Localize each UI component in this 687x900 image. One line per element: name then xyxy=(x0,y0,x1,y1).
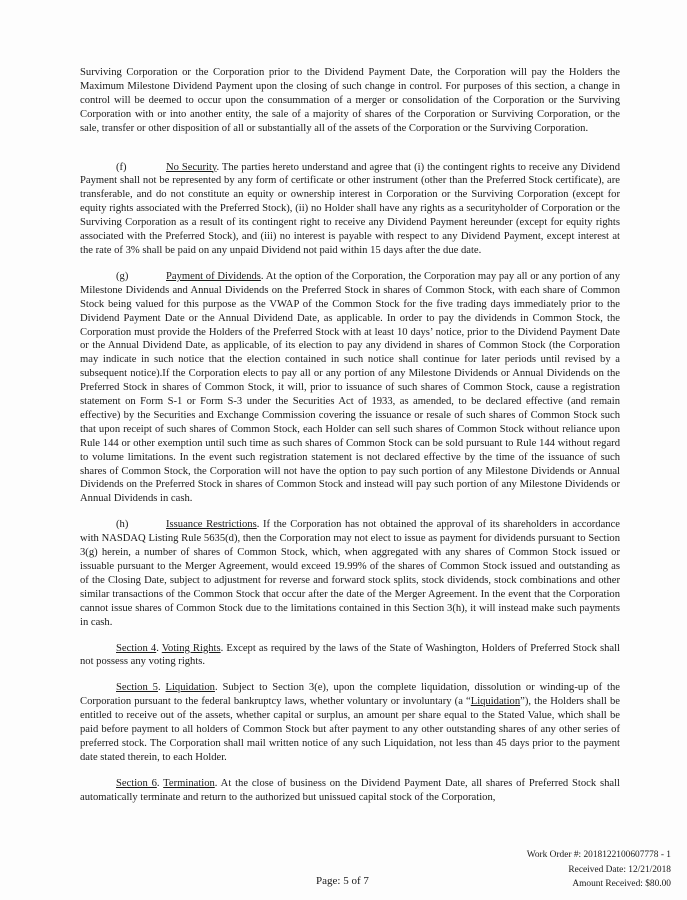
clause-label: (f) xyxy=(116,161,127,173)
amount-received: Amount Received: $80.00 xyxy=(572,879,671,889)
section-text: . Except as required by the laws of the State of Washington, Holders of Preferred Stock shall not possess any voting rights. xyxy=(80,642,620,668)
clause-text: . At the option of the Corporation, the Corporation may pay all or any portion of any Milestone Dividends and Annual Dividends on the Preferred Stock in shares of Common Stock, with each share of Common Stock being valued for this purpose as the VWAP of the Common Stock for the five trading days immediately prior to the Dividend Payment Date or the Annual Dividend Date, as applicable. In order to pay the dividends in Common Stock, the Corporation must provide the Holders of the Preferred Stock with at least 10 days’ notice, prior to the Dividend Payment Date or the Annual Dividend Date, as applicable, of its election to pay any dividend in shares of Common Stock (the Corporation may indicate in such notice that the election contained in such notice shall continue for later periods until revised by a subsequent notice).If the Corporation elects to pay all or any portion of any Milestone Dividends or Annual Dividends on the Preferred Stock in shares of Common Stock, it will, prior to issuance of such shares of Common Stock, cause a registration statement on Form S-1 or Form S-3 under the Securities Act of 1933, as amended, to be declared effective (and remain effective) by the Securities and Exchange Commission covering the issuance or resale of such shares of Common Stock such that upon receipt of such shares of Common Stock, each Holder can sell such shares of Common Stock without reliance upon Rule 144 or other exemption until such time as such shares of Common Stock can be sold pursuant to Rule 144 without regard to volume limitations. In the event such registration statement is not declared effective by the time of the issuance of such shares of Common Stock, the Corporation will not have the option to pay such portion of any Milestone Dividends or Annual Dividends on the Preferred Stock in shares of Common Stock and instead will pay such portion of any Milestone Dividends or Annual Dividends in cash. xyxy=(80,270,621,505)
section-number: Section 5 xyxy=(116,682,158,694)
section-number: Section 4 xyxy=(116,642,157,654)
paragraph-change-in-control: Surviving Corporation or the Corporation prior to the Dividend Payment Date, the Corporation will pay the Holders the Maximum Milestone Dividend Payment upon the closing of such change in control. For purposes of this section, a change in control will be deemed to occur upon the consummation of a merger or consolidation of the Corporation or the Surviving Corporation with or into another entity, the sale of a majority of shares of the Corporation or Surviving Corporation, or the sale, transfer or other disposition of all or substantially all of the assets of the Corporation or the Surviving Corporation. xyxy=(80,67,620,134)
clause-title: Issuance Restrictions xyxy=(166,519,257,531)
clause-title: No Security xyxy=(166,161,217,173)
work-order-number: Work Order #: 2018122100607778 - 1 xyxy=(526,850,671,860)
clause-label: (g) xyxy=(116,270,129,282)
section-heading: Termination xyxy=(163,777,215,789)
section-4-voting-rights xyxy=(80,642,620,670)
filing-stamp xyxy=(527,848,671,892)
section-separator: . xyxy=(157,682,166,694)
section-text: ”), the Holders shall be entitled to receive out of the assets, whether capital or surplus, an amount per share equal to the Stated Value, which shall be paid before payment to all holders of Common Stock but after payment to any other outstanding shares of any other series of preferred stock. The Corporation shall mail written notice of any such Liquidation, not less than 45 days prior to the payment date stated therein, to each Holder. xyxy=(80,696,620,763)
defined-term: Liquidation xyxy=(470,696,521,708)
section-text: . Subject to Section 3(e), upon the complete liquidation, dissolution or winding-up of the Corporation pursuant to the federal bankruptcy laws, whether voluntary or involuntary (a “ xyxy=(80,682,620,708)
page-number: Page: 5 of 7 xyxy=(316,875,369,887)
document-body xyxy=(80,66,620,817)
section-5-liquidation xyxy=(80,681,620,764)
section-text: . At the close of business on the Dividend Payment Date, all shares of Preferred Stock shall automatically terminate and return to the authorized but unissued capital stock of the Corporation, xyxy=(80,777,620,803)
section-separator: . xyxy=(156,642,162,654)
clause-title: Payment of Dividends xyxy=(166,270,261,282)
clause-text: . The parties hereto understand and agree that (i) the contingent rights to receive any Dividend Payment shall not be represented by any form of certificate or other instrument (other than the Preferred Stock certificate), are transferable, and do not constitute an equity or ownership interest in Corporation or the Surviving Corporation (except for equity rights associated with the Preferred Stock), (ii) no Holder shall have any rights as a securityholder of Corporation or the Surviving Corporation as a result of its contingent right to receive any Dividend Payment hereunder (except for equity rights associated with the Preferred Stock), and (iii) no interest is payable with respect to any Dividend Payment, except interest at the rate of 3% shall be paid on any unpaid Dividend not paid within 15 days after the due date. xyxy=(80,161,620,256)
section-number: Section 6 xyxy=(116,777,157,789)
received-date: Received Date: 12/21/2018 xyxy=(568,864,671,875)
section-heading: Liquidation xyxy=(165,682,215,694)
paragraph-h-issuance-restrictions xyxy=(80,518,620,629)
section-separator: . xyxy=(156,777,164,789)
paragraph-f-no-security xyxy=(80,161,620,258)
paragraph-g-payment-of-dividends xyxy=(80,270,620,506)
clause-text: . If the Corporation has not obtained the approval of its shareholders in accordance with NASDAQ Listing Rule 5635(d), then the Corporation may not elect to issue as payment for dividends pursuant to Section 3(g) herein, a number of shares of Common Stock, which, when aggregated with any shares of Common Stock issued or issuable pursuant to the Merger Agreement, would exceed 19.99% of the shares of Common Stock issued and outstanding as of the Closing Date, subject to adjustment for reverse and forward stock splits, stock dividends, stock combinations and other similar transactions of the Common Stock that occur after the date of the Merger Agreement. In the event that the Corporation cannot issue shares of Common Stock due to the limitations contained in this Section 3(h), it will instead make such payments in cash. xyxy=(80,519,621,628)
section-heading: Voting Rights xyxy=(161,642,221,654)
section-6-termination xyxy=(80,777,620,805)
clause-label: (h) xyxy=(116,519,129,531)
